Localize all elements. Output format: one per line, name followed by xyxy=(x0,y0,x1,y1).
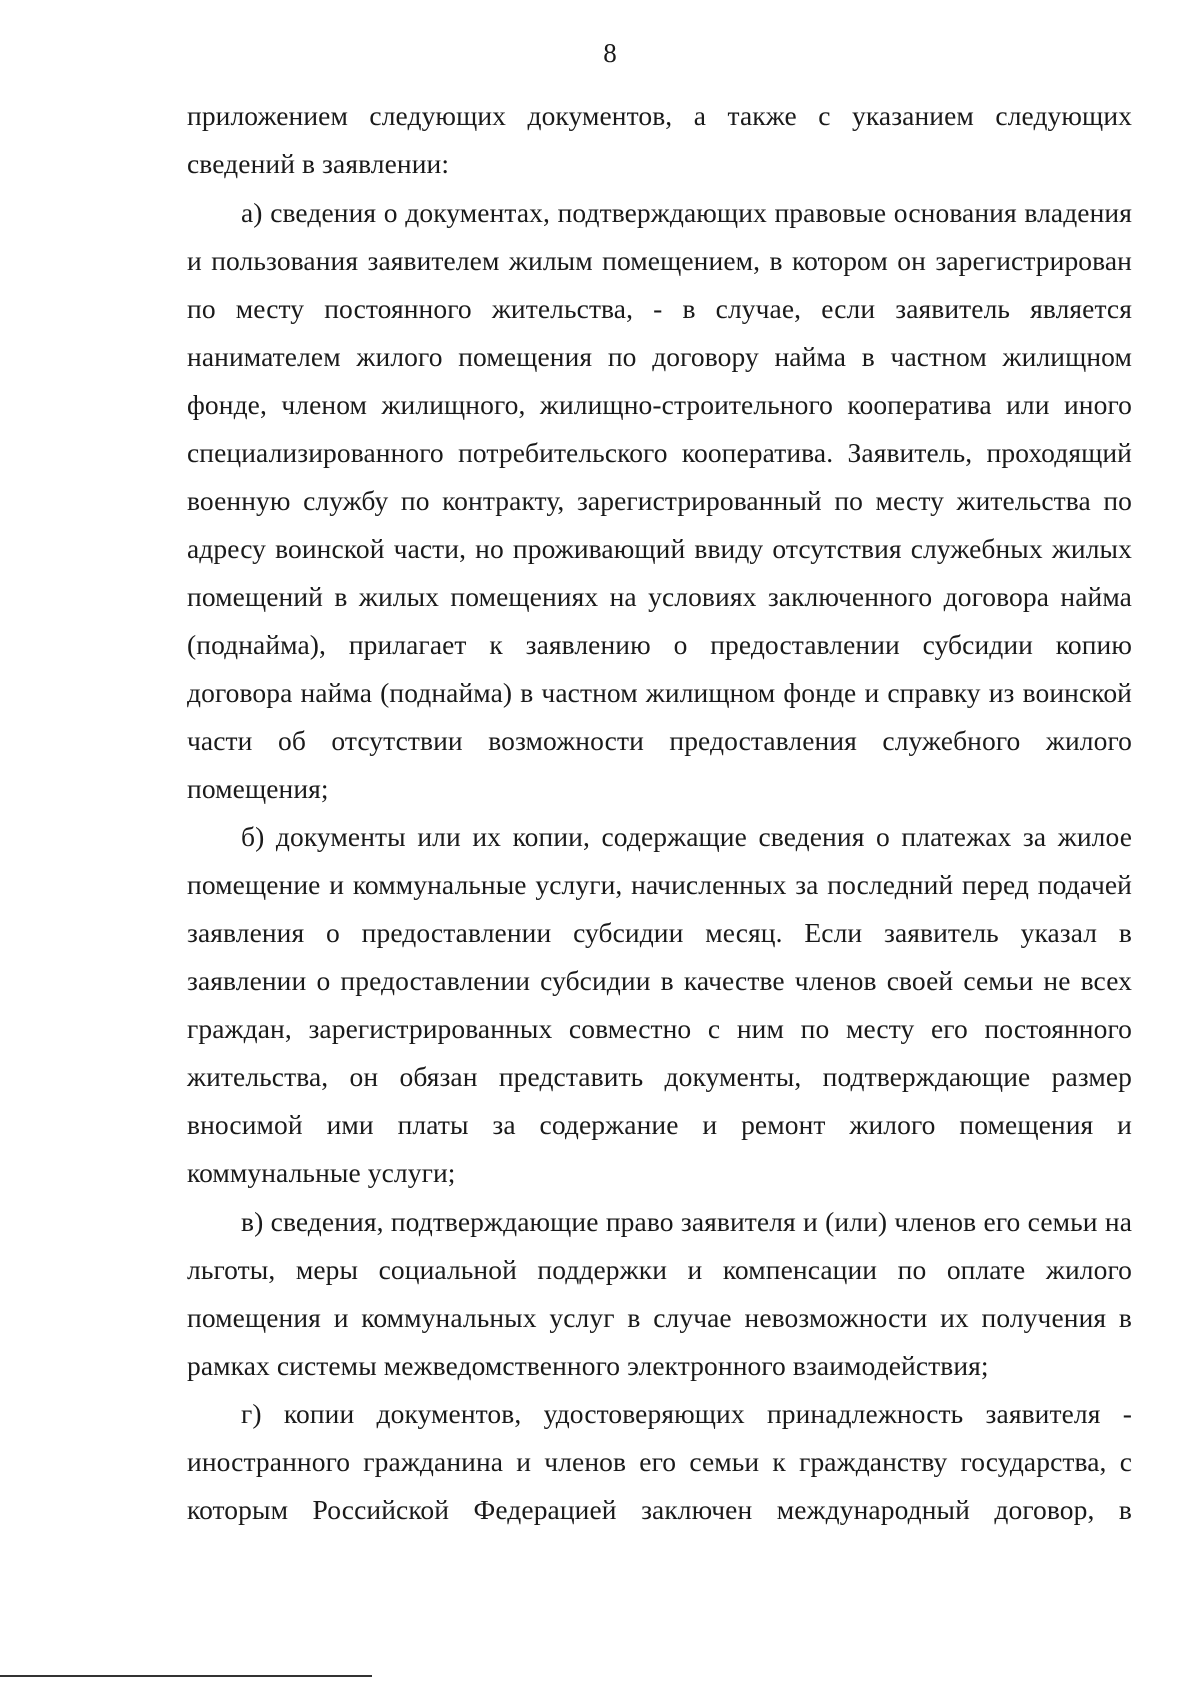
page-number: 8 xyxy=(603,38,617,68)
paragraph-item-g: г) копии документов, удостоверяющих принадлежность заявителя - иностранного гражданина и членов его семьи к гражданству государства, с которым Российской Федерацией заключен международный договор, в xyxy=(187,1398,1132,1525)
paragraph-item-v: в) сведения, подтверждающие право заявителя и (или) членов его семьи на льготы, меры социальной поддержки и компенсации по оплате жилого помещения и коммунальных услуг в случае невозможности их получения в рамках системы межведомственного электронного взаимодействия; xyxy=(187,1205,1132,1381)
paragraph-intro: приложением следующих документов, а также с указанием следующих сведений в заявлении: xyxy=(187,100,1132,179)
footnote-divider xyxy=(0,1675,372,1677)
paragraph-item-b: б) документы или их копии, содержащие сведения о платежах за жилое помещение и коммунальные услуги, начисленных за последний перед подачей заявления о предоставлении субсидии месяц. Если заявитель указал в заявлении о предоставлении субсидии в качестве членов своей семьи не всех граждан, зарегистрированных совместно с ним по месту его постоянного жительства, он обязан представить документы, подтверждающие размер вносимой ими платы за содержание и ремонт жилого помещения и коммунальные услуги; xyxy=(187,821,1132,1188)
paragraph-item-a: а) сведения о документах, подтверждающих правовые основания владения и пользования заявителем жилым помещением, в котором он зарегистрирован по месту постоянного жительства, - в случае, если заявитель является нанимателем жилого помещения по договору найма в частном жилищном фонде, членом жилищного, жилищно-строительного кооператива или иного специализированного потребительского кооператива. Заявитель, проходящий военную службу по контракту, зарегистрированный по месту жительства по адресу воинской части, но проживающий ввиду отсутствия служебных жилых помещений в жилых помещениях на условиях заключенного договора найма (поднайма), прилагает к заявлению о предоставлении субсидии копию договора найма (поднайма) в частном жилищном фонде и справку из воинской части об отсутствии возможности предоставления служебного жилого помещения; xyxy=(187,196,1132,804)
document-body xyxy=(187,92,1132,1535)
